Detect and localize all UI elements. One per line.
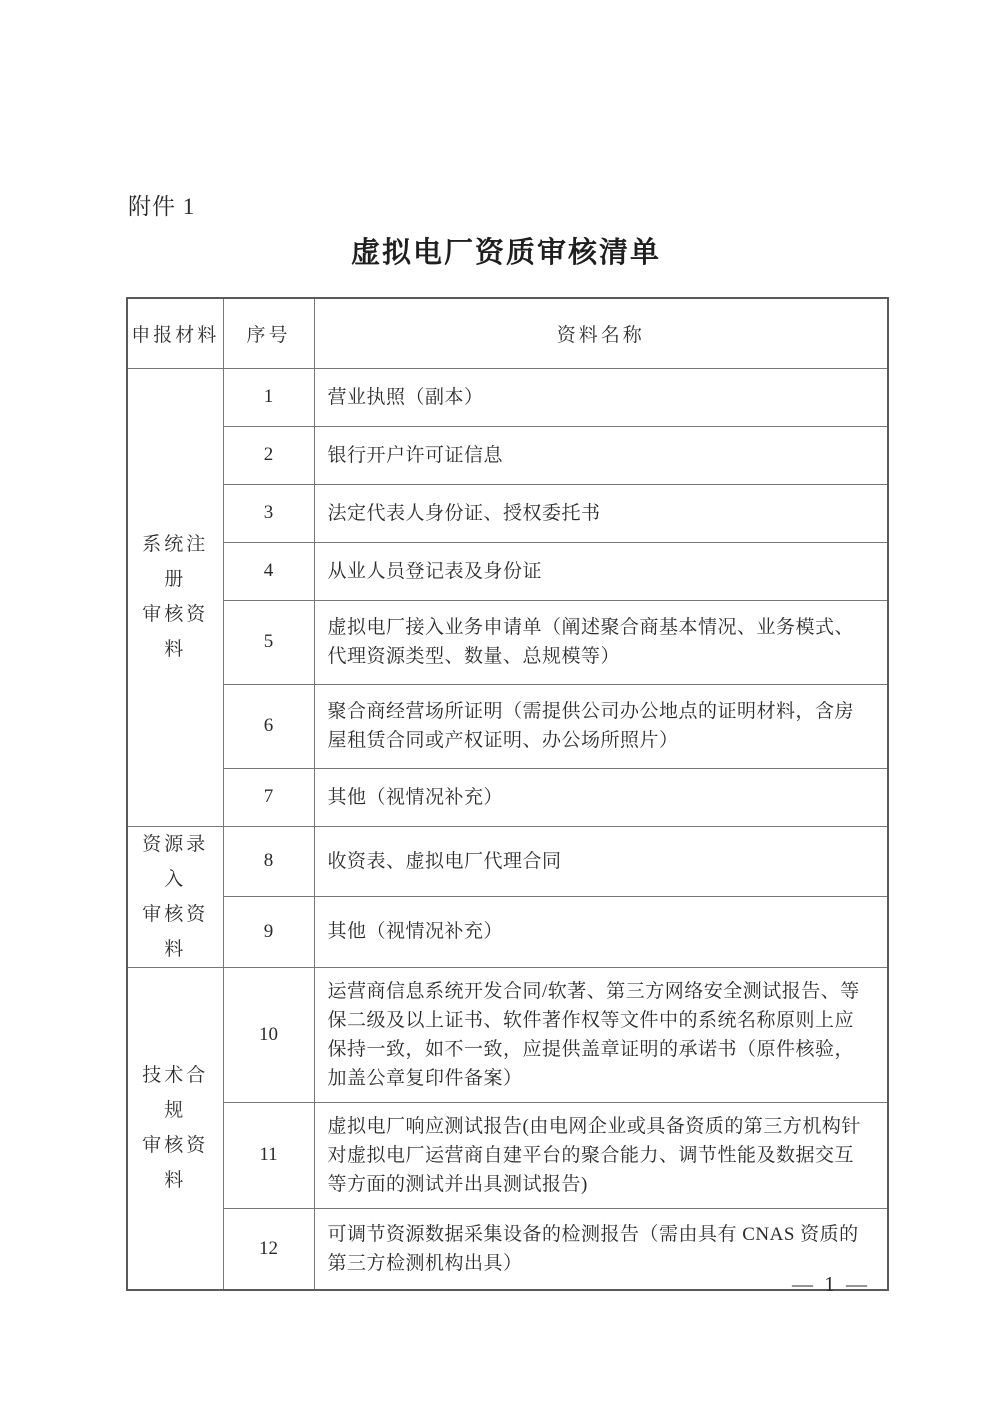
group-label-resource-entry: [127, 826, 223, 967]
group-label-line: 资源录入: [142, 833, 209, 890]
row-number-cell: 12: [223, 1208, 314, 1290]
table-row: [127, 542, 888, 600]
table-row: [127, 1102, 888, 1208]
group-label-line: 技术合规: [142, 1065, 209, 1122]
group-label-line: 审核资料: [142, 903, 209, 960]
material-name-cell: 聚合商经营场所证明（需提供公司办公地点的证明材料，含房屋租赁合同或产权证明、办公场所照片）: [314, 684, 888, 768]
row-number-cell: 1: [223, 368, 314, 426]
table-row: [127, 897, 888, 968]
group-label-line: 系统注册: [142, 534, 209, 590]
table-row: [127, 768, 888, 826]
material-name-cell: 收资表、虚拟电厂代理合同: [314, 826, 888, 897]
material-name-cell: 其他（视情况补充）: [314, 897, 888, 968]
material-name-cell: 从业人员登记表及身份证: [314, 542, 888, 600]
header-materials: 申报材料: [127, 298, 223, 368]
group-label-technical-compliance: [127, 967, 223, 1290]
header-name: 资料名称: [314, 298, 888, 368]
material-name-cell: 运营商信息系统开发合同/软著、第三方网络安全测试报告、等保二级及以上证书、软件著作权等文件中的系统名称原则上应保持一致，如不一致，应提供盖章证明的承诺书（原件核验，加盖公章复印件备案）: [314, 967, 888, 1102]
row-number-cell: 2: [223, 426, 314, 484]
table-header-row: [127, 298, 888, 368]
material-name-cell: 其他（视情况补充）: [314, 768, 888, 826]
material-name-cell: 虚拟电厂接入业务申请单（阐述聚合商基本情况、业务模式、代理资源类型、数量、总规模等）: [314, 600, 888, 684]
table-row: [127, 600, 888, 684]
table-row: [127, 426, 888, 484]
row-number-cell: 6: [223, 684, 314, 768]
material-name-cell: 可调节资源数据采集设备的检测报告（需由具有 CNAS 资质的第三方检测机构出具）: [314, 1208, 888, 1290]
table-row: [127, 967, 888, 1102]
group-label-system-registration: [127, 368, 223, 826]
table-row: [127, 684, 888, 768]
qualification-checklist-table: [126, 297, 889, 1291]
group-label-line: 审核资料: [142, 604, 209, 660]
table-row: [127, 826, 888, 897]
page-title: 虚拟电厂资质审核清单: [350, 237, 661, 269]
row-number-cell: 8: [223, 826, 314, 897]
row-number-cell: 11: [223, 1102, 314, 1208]
row-number-cell: 10: [223, 967, 314, 1102]
table-row: [127, 368, 888, 426]
attachment-label: 附件 1: [128, 194, 196, 219]
material-name-cell: 营业执照（副本）: [314, 368, 888, 426]
row-number-cell: 7: [223, 768, 314, 826]
header-no: 序号: [223, 298, 314, 368]
row-number-cell: 4: [223, 542, 314, 600]
material-name-cell: 银行开户许可证信息: [314, 426, 888, 484]
page-number: — 1 —: [792, 1272, 870, 1296]
table-row: [127, 1208, 888, 1290]
material-name-cell: 法定代表人身份证、授权委托书: [314, 484, 888, 542]
table-row: [127, 484, 888, 542]
group-label-line: 审核资料: [142, 1135, 209, 1192]
material-name-cell: 虚拟电厂响应测试报告(由电网企业或具备资质的第三方机构针对虚拟电厂运营商自建平台的聚合能力、调节性能及数据交互等方面的测试并出具测试报告): [314, 1102, 888, 1208]
row-number-cell: 9: [223, 897, 314, 968]
row-number-cell: 5: [223, 600, 314, 684]
row-number-cell: 3: [223, 484, 314, 542]
